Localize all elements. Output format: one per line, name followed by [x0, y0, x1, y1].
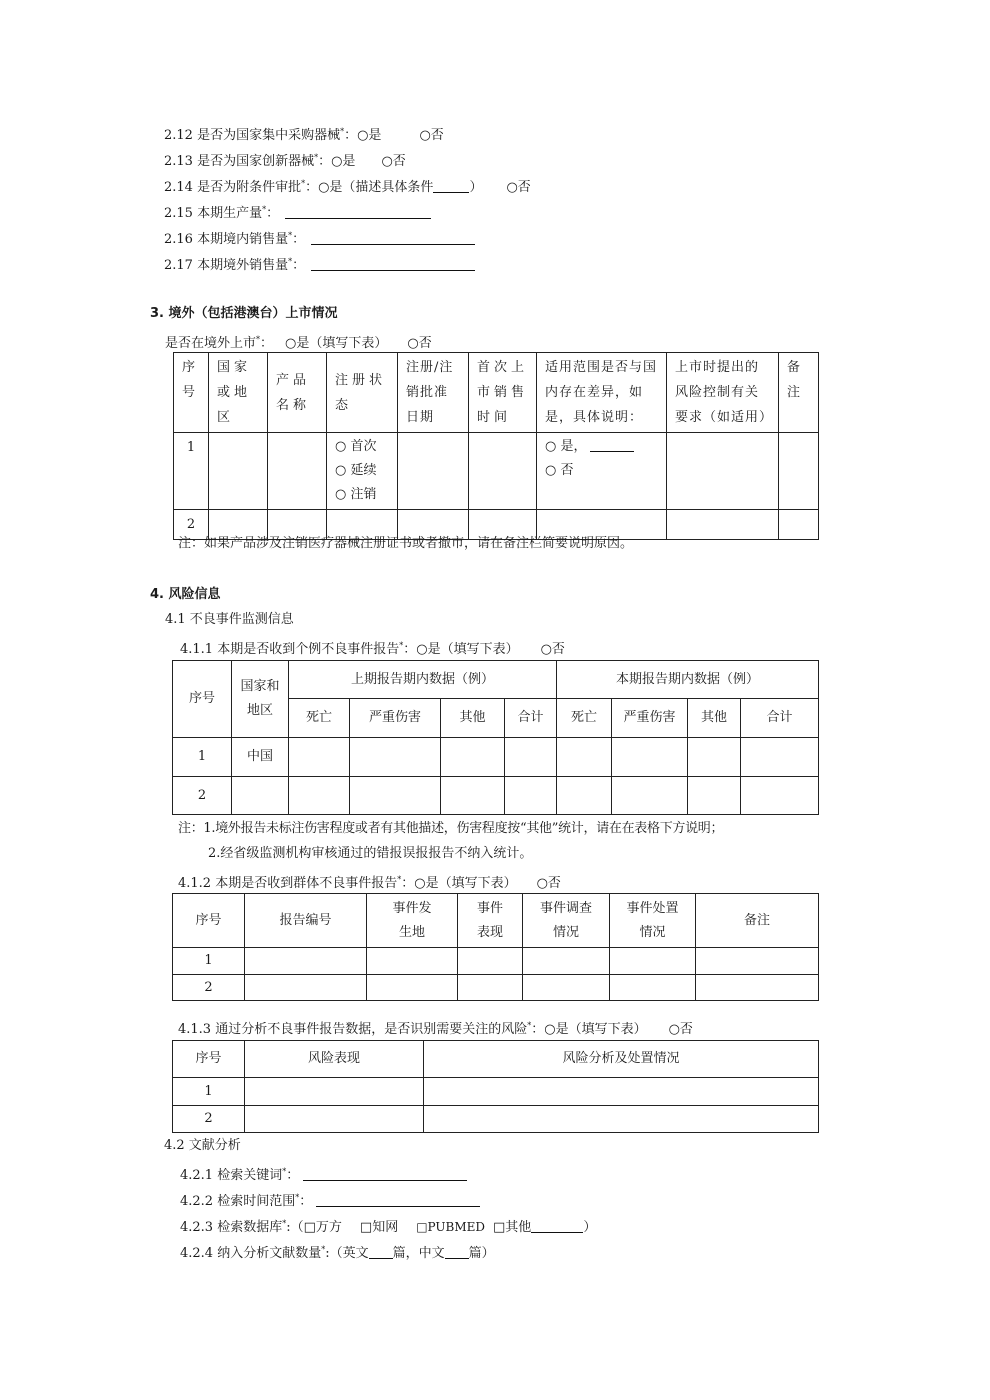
colon: :（英文: [325, 1246, 369, 1261]
header-no: 序号: [174, 353, 209, 433]
radio-yes[interactable]: ○是: [331, 154, 356, 169]
row-no: 1: [173, 738, 232, 777]
header-report-id: 报告编号: [245, 894, 367, 948]
header-no: 序号: [173, 1041, 245, 1078]
colon: ：: [401, 876, 415, 891]
header-investigation: 事件调查情况: [523, 894, 610, 948]
table-header-row: [173, 1041, 819, 1078]
question-4-2-2: [180, 1189, 480, 1211]
cell[interactable]: [667, 510, 779, 540]
production-blank[interactable]: [285, 218, 431, 219]
section-3-note: 注：如果产品涉及注销医疗器械注册证书或者撤市，请在备注栏简要说明原因。: [178, 536, 634, 551]
header-curr-period: 本期报告期内数据（例）: [557, 661, 819, 699]
cell[interactable]: [696, 948, 819, 975]
required-mark: *: [321, 1245, 326, 1254]
cell[interactable]: [245, 948, 367, 975]
header-location: 事件发生地: [367, 894, 458, 948]
question-label: 2.13 是否为国家创新器械: [164, 154, 315, 169]
colon: ：: [305, 180, 319, 195]
risk-table: [172, 1040, 819, 1133]
header-prev-other: 其他: [441, 699, 505, 738]
question-label: 4.2.1 检索关键词: [180, 1168, 283, 1183]
row-country[interactable]: [232, 777, 289, 815]
mid-text: 篇，中文: [392, 1246, 445, 1261]
question-label: 2.17 本期境外销售量: [164, 258, 289, 273]
cell[interactable]: [557, 777, 612, 815]
end-text: 篇）: [468, 1246, 495, 1261]
required-mark: *: [282, 1167, 287, 1176]
radio-no[interactable]: ○否: [381, 154, 406, 169]
cell[interactable]: [505, 738, 557, 777]
row-no: 2: [174, 510, 209, 540]
cell[interactable]: [458, 975, 523, 1001]
cell[interactable]: [245, 1106, 424, 1133]
row-country: 中国: [232, 738, 289, 777]
radio-no[interactable]: ○否: [506, 180, 531, 195]
row-no: 1: [173, 1078, 245, 1106]
radio-cancel[interactable]: ○ 注销: [335, 487, 377, 502]
colon: ：: [260, 336, 274, 351]
cell[interactable]: [779, 510, 819, 540]
table-row: [173, 975, 819, 1001]
colon: ：: [299, 1194, 313, 1209]
question-label: 4.2.4 纳入分析文献数量: [180, 1246, 322, 1261]
section-4-title: 4. 风险信息: [150, 587, 221, 602]
header-manifestation: 事件表现: [458, 894, 523, 948]
question-label: 4.2.2 检索时间范围: [180, 1194, 296, 1209]
cell[interactable]: [350, 738, 441, 777]
header-scope-diff: 适用范围是否与国内存在差异，如是，具体说明：: [537, 353, 667, 433]
header-approval-date: 注册/注销批准日期: [398, 353, 469, 433]
colon: ：: [286, 1168, 300, 1183]
question-label: 4.1.3 通过分析不良事件报告数据，是否识别需要关注的风险: [178, 1022, 528, 1037]
section-3-title: 3. 境外（包括港澳台）上市情况: [150, 306, 338, 321]
colon: ：: [266, 206, 280, 221]
checkbox-other[interactable]: □其他: [493, 1220, 532, 1235]
status-cell: [327, 433, 398, 510]
english-count-blank[interactable]: [369, 1258, 393, 1259]
question-label: 4.2.3 检索数据库: [180, 1220, 283, 1235]
question-2-15: [164, 201, 431, 223]
colon: ：: [344, 128, 358, 143]
row-no: 2: [173, 975, 245, 1001]
cell[interactable]: [245, 975, 367, 1001]
header-country: 国家和地区: [232, 661, 289, 738]
radio-diff-no[interactable]: ○ 否: [545, 463, 574, 478]
question-4-2-3: [180, 1215, 596, 1237]
approval-date-cell[interactable]: [398, 433, 469, 510]
question-label: 2.15 本期生产量: [164, 206, 263, 221]
table1-note-2: 2.经省级监测机构审核通过的错报误报报告不纳入统计。: [208, 846, 533, 861]
required-mark: *: [288, 231, 293, 240]
table-header-row: [173, 661, 819, 699]
question-4-1-3: [178, 1017, 693, 1039]
required-mark: *: [256, 335, 261, 344]
question-label: 2.12 是否为国家集中采购器械: [164, 128, 341, 143]
required-mark: *: [262, 205, 267, 214]
question-label: 是否在境外上市: [165, 336, 257, 351]
product-cell[interactable]: [268, 433, 327, 510]
colon: ：: [292, 258, 306, 273]
required-mark: *: [399, 641, 404, 650]
row-no: 1: [173, 948, 245, 975]
cell[interactable]: [688, 777, 741, 815]
table-row: [174, 433, 819, 510]
radio-yes[interactable]: ○是: [357, 128, 382, 143]
diff-blank[interactable]: [590, 451, 634, 452]
cell[interactable]: [557, 738, 612, 777]
header-remarks: 备注: [696, 894, 819, 948]
table-row: [173, 948, 819, 975]
colon: ：: [531, 1022, 545, 1037]
checkbox-wanfang[interactable]: □万方: [303, 1220, 342, 1235]
cell[interactable]: [505, 777, 557, 815]
question-2-13: [164, 149, 406, 171]
checkbox-pubmed[interactable]: □PUBMED: [416, 1220, 486, 1234]
question-label: 2.14 是否为附条件审批: [164, 180, 302, 195]
close-paren: ）: [469, 180, 483, 195]
question-label: 4.1.1 本期是否收到个例不良事件报告: [180, 642, 400, 657]
cell[interactable]: [350, 777, 441, 815]
radio-no[interactable]: ○否: [419, 128, 444, 143]
header-product: 产品名称: [268, 353, 327, 433]
row-no: 1: [174, 433, 209, 510]
cell[interactable]: [367, 975, 458, 1001]
header-risk-control: 上市时提出的风险控制有关要求（如适用）: [667, 353, 779, 433]
checkbox-cnki[interactable]: □知网: [359, 1220, 399, 1235]
table-header-row: [174, 353, 819, 433]
required-mark: *: [314, 153, 319, 162]
overseas-market-question: [165, 331, 432, 353]
header-prev-period: 上期报告期内数据（例）: [289, 661, 557, 699]
cell[interactable]: [441, 777, 505, 815]
question-label: 2.16 本期境内销售量: [164, 232, 289, 247]
domestic-sales-blank[interactable]: [311, 244, 475, 245]
question-2-14: [164, 175, 531, 197]
row-no: 2: [173, 1106, 245, 1133]
radio-yes[interactable]: ○是（填写下表）: [414, 876, 517, 891]
header-risk: 风险表现: [245, 1041, 424, 1078]
cell[interactable]: [612, 738, 688, 777]
condition-blank[interactable]: [433, 192, 469, 193]
cell[interactable]: [424, 1106, 819, 1133]
time-range-blank[interactable]: [316, 1206, 480, 1207]
header-curr-death: 死亡: [557, 699, 612, 738]
radio-no[interactable]: ○否: [407, 336, 432, 351]
overseas-market-table: [173, 352, 819, 540]
header-curr-total: 合计: [741, 699, 819, 738]
cell[interactable]: [245, 1078, 424, 1106]
individual-events-table: [172, 660, 819, 815]
cell[interactable]: [458, 948, 523, 975]
cell[interactable]: [289, 738, 350, 777]
cell[interactable]: [367, 948, 458, 975]
question-2-12: [164, 123, 444, 145]
header-country: 国家或地区: [209, 353, 268, 433]
required-mark: *: [301, 179, 306, 188]
required-mark: *: [340, 127, 345, 136]
header-handling: 事件处置情况: [610, 894, 696, 948]
overseas-sales-blank[interactable]: [311, 270, 475, 271]
table-row: [173, 1106, 819, 1133]
close-paren: ）: [583, 1220, 597, 1235]
required-mark: *: [288, 257, 293, 266]
table-row: [173, 1078, 819, 1106]
table-header-row: [173, 894, 819, 948]
required-mark: *: [282, 1219, 287, 1228]
section-4-1-title: 4.1 不良事件监测信息: [165, 612, 294, 627]
question-label: 4.1.2 本期是否收到群体不良事件报告: [178, 876, 398, 891]
question-4-2-1: [180, 1163, 467, 1185]
colon: ：: [292, 232, 306, 247]
header-no: 序号: [173, 661, 232, 738]
header-curr-other: 其他: [688, 699, 741, 738]
scope-diff-cell: [537, 433, 667, 510]
radio-no[interactable]: ○否: [668, 1022, 693, 1037]
header-first-sale: 首次上市销售时间: [469, 353, 537, 433]
header-analysis: 风险分析及处置情况: [424, 1041, 819, 1078]
cell[interactable]: [688, 738, 741, 777]
radio-no[interactable]: ○否: [540, 642, 565, 657]
first-sale-cell[interactable]: [469, 433, 537, 510]
required-mark: *: [527, 1021, 532, 1030]
cell[interactable]: [741, 738, 819, 777]
cell[interactable]: [696, 975, 819, 1001]
question-4-2-4: [180, 1241, 495, 1263]
table1-note-1: 注：1.境外报告未标注伤害程度或者有其他描述，伤害程度按“其他”统计，请在在表格下方说明；: [178, 821, 724, 836]
other-db-blank[interactable]: [531, 1232, 583, 1233]
question-4-1-2: [178, 871, 561, 893]
question-2-17: [164, 253, 475, 275]
question-4-1-1: [180, 637, 565, 659]
header-prev-serious: 严重伤害: [350, 699, 441, 738]
cell[interactable]: [289, 777, 350, 815]
header-remarks: 备注: [779, 353, 819, 433]
cell[interactable]: [523, 948, 610, 975]
header-status: 注册状态: [327, 353, 398, 433]
table-row: [173, 738, 819, 777]
required-mark: *: [295, 1193, 300, 1202]
cell[interactable]: [612, 777, 688, 815]
colon: :（: [286, 1220, 304, 1235]
cell[interactable]: [610, 948, 696, 975]
remarks-cell[interactable]: [779, 433, 819, 510]
colon: ：: [318, 154, 332, 169]
risk-control-cell[interactable]: [667, 433, 779, 510]
header-prev-total: 合计: [505, 699, 557, 738]
required-mark: *: [397, 875, 402, 884]
radio-yes[interactable]: ○是（填写下表）: [544, 1022, 647, 1037]
cell[interactable]: [610, 975, 696, 1001]
section-4-2-title: 4.2 文献分析: [164, 1138, 241, 1153]
header-prev-death: 死亡: [289, 699, 350, 738]
radio-yes[interactable]: ○是（填写下表）: [416, 642, 519, 657]
row-no: 2: [173, 777, 232, 815]
radio-renew[interactable]: ○ 延续: [335, 463, 377, 478]
cell[interactable]: [523, 975, 610, 1001]
cell[interactable]: [741, 777, 819, 815]
radio-yes[interactable]: ○是（描述具体条件: [318, 180, 434, 195]
header-curr-serious: 严重伤害: [612, 699, 688, 738]
table-row: [173, 777, 819, 815]
radio-first[interactable]: ○ 首次: [335, 439, 377, 454]
question-2-16: [164, 227, 475, 249]
radio-no[interactable]: ○否: [536, 876, 561, 891]
keywords-blank[interactable]: [303, 1180, 467, 1181]
radio-diff-yes[interactable]: ○ 是，: [545, 439, 587, 454]
cell[interactable]: [441, 738, 505, 777]
colon: ：: [403, 642, 417, 657]
country-cell[interactable]: [209, 433, 268, 510]
chinese-count-blank[interactable]: [445, 1258, 469, 1259]
cell[interactable]: [424, 1078, 819, 1106]
group-events-table: [172, 893, 819, 1001]
header-no: 序号: [173, 894, 245, 948]
radio-yes[interactable]: ○是（填写下表）: [285, 336, 388, 351]
